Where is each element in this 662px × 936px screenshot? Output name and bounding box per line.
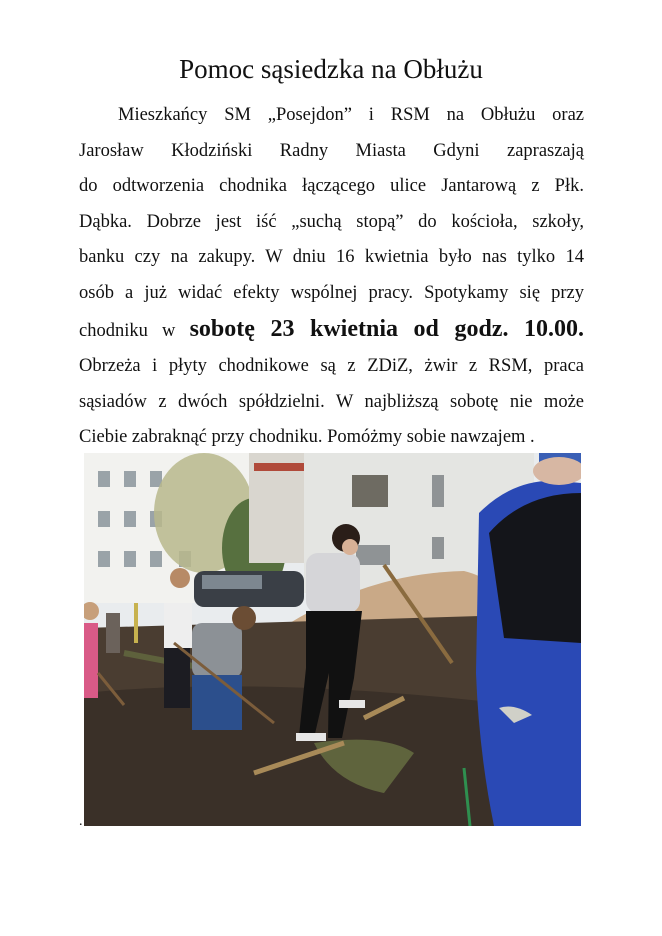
- paragraph-line: Jarosław Kłodziński Radny Miasta Gdyni zapraszają: [79, 140, 584, 161]
- community-work-photo: [84, 453, 581, 826]
- document-title: Pomoc sąsiedzka na Obłużu: [179, 54, 483, 84]
- paragraph-line: sąsiadów z dwóch spółdzielni. W najbliższą sobotę nie może: [79, 391, 584, 412]
- paragraph-line: Ciebie zabraknąć przy chodniku. Pomóżmy sobie nawzajem .: [79, 427, 535, 448]
- paragraph-line: osób a już widać efekty wspólnej pracy. Spotykamy się przy: [79, 282, 584, 303]
- paragraph-line: banku czy na zakupy. W dniu 16 kwietnia było nas tylko 14: [79, 247, 584, 268]
- paragraph-line: Obrzeża i płyty chodnikowe są z ZDiZ, żwir z RSM, praca: [79, 356, 584, 377]
- paragraph-line: Dąbka. Dobrze jest iść „suchą stopą” do kościoła, szkoły,: [79, 211, 584, 232]
- paragraph-line: do odtworzenia chodnika łączącego ulice Jantarową z Płk.: [79, 176, 584, 197]
- trailing-mark: .: [79, 814, 83, 829]
- paragraph-line-prefix: chodniku w: [79, 320, 190, 341]
- event-date-emphasis: sobotę 23 kwietnia od godz. 10.00.: [189, 315, 584, 342]
- paragraph-line: Mieszkańcy SM „Posejdon” i RSM na Obłużu oraz: [118, 105, 584, 125]
- announcement-paragraph: [79, 98, 584, 456]
- paragraph-line-with-date: [79, 312, 584, 350]
